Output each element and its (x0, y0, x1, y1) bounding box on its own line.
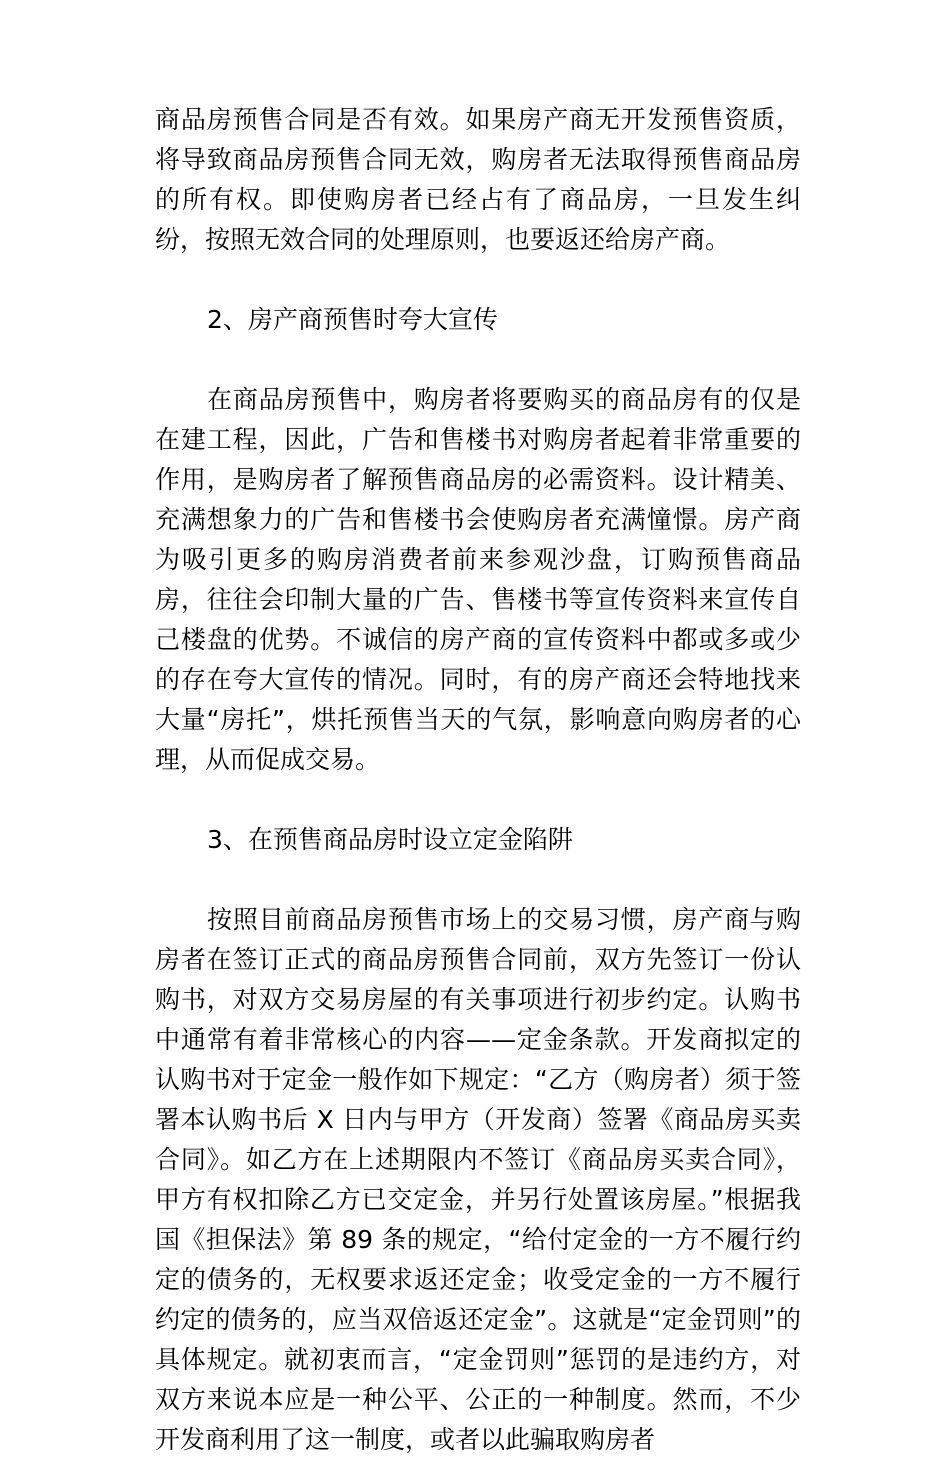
paragraph-validity: 商品房预售合同是否有效。如果房产商无开发预售资质，将导致商品房预售合同无效，购房者无法取得预售商品房的所有权。即使购房者已经占有了商品房，一旦发生纠纷，按照无效合同的处理原则，也要返还给房产商。 (155, 105, 801, 254)
section-heading-deposit-trap: 3、在预售商品房时设立定金陷阱 (207, 825, 573, 854)
paragraph-spacer (155, 780, 801, 820)
paragraph-spacer (155, 260, 801, 300)
paragraph-spacer (155, 340, 801, 380)
paragraph-spacer (155, 860, 801, 900)
section-heading-exaggerated-ads: 2、房产商预售时夸大宣传 (207, 305, 498, 334)
paragraph-deposit-trap: 按照目前商品房预售市场上的交易习惯，房产商与购房者在签订正式的商品房预售合同前，双方先签订一份认购书，对双方交易房屋的有关事项进行初步约定。认购书中通常有着非常核心的内容——定金条款。开发商拟定的认购书对于定金一般作如下规定：“乙方（购房者）须于签署本认购书后 X 日内与甲方（开发商）签署《商品房买卖合同》。如乙方在上述期限内不签订《商品房买卖合同》，甲方有权扣除乙方已交定金，并另行处置该房屋。”根据我国《担保法》第 89 条的规定，“给付定金的一方不履行约定的债务的，无权要求返还定金；收受定金的一方不履行约定的债务的，应当双倍返还定金”。这就是“定金罚则”的具体规定。就初衷而言，“定金罚则”惩罚的是违约方，对双方来说本应是一种公平、公正的一种制度。然而，不少开发商利用了这一制度，或者以此骗取购房者 (155, 905, 801, 1454)
paragraph-exaggerated-ads: 在商品房预售中，购房者将要购买的商品房有的仅是在建工程，因此，广告和售楼书对购房者起着非常重要的作用，是购房者了解预售商品房的必需资料。设计精美、充满想象力的广告和售楼书会使购房者充满憧憬。房产商为吸引更多的购房消费者前来参观沙盘，订购预售商品房，往往会印制大量的广告、售楼书等宣传资料来宣传自己楼盘的优势。不诚信的房产商的宣传资料中都或多或少的存在夸大宣传的情况。同时，有的房产商还会特地找来大量“房托”，烘托预售当天的气氛，影响意向购房者的心理，从而促成交易。 (155, 385, 801, 774)
document-page (155, 100, 801, 1460)
